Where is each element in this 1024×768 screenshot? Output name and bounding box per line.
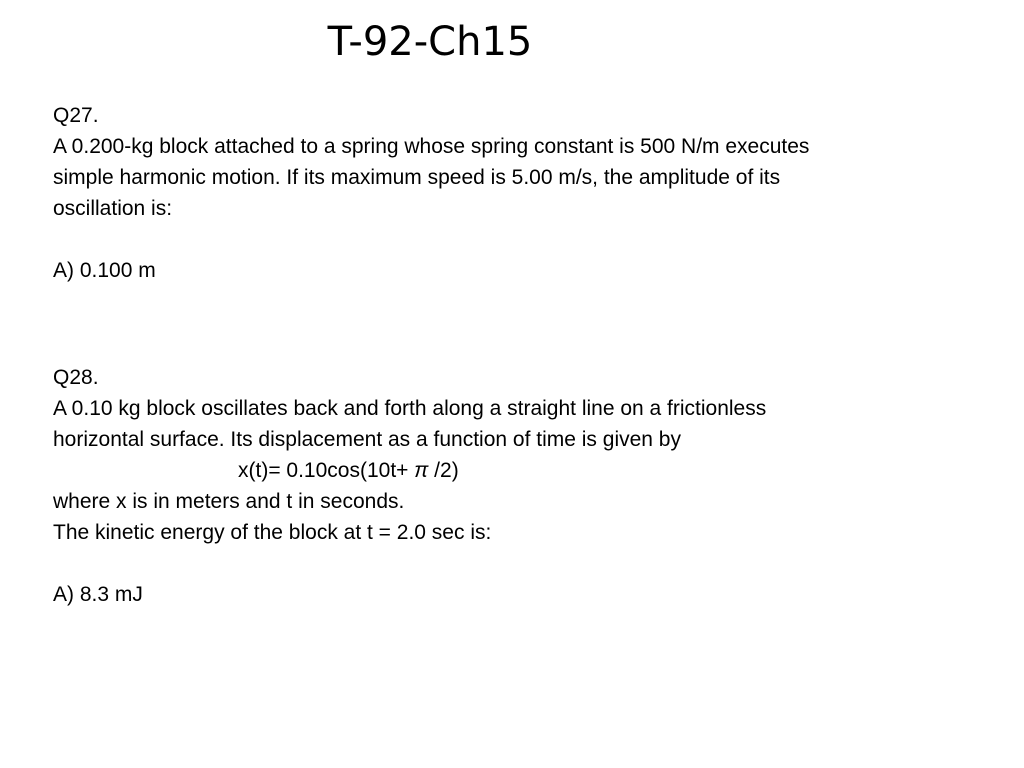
question-28-text-line-2: horizontal surface. Its displacement as a function of time is given by (53, 428, 681, 451)
spacer (53, 548, 993, 579)
question-27-answer: A) 0.100 m (53, 259, 156, 282)
question-27-text-line-1: A 0.200-kg block attached to a spring whose spring constant is 500 N/m executes (53, 135, 810, 158)
question-28 (53, 362, 993, 610)
pi-symbol: π (414, 459, 429, 482)
question-27-text-line-3: oscillation is: (53, 197, 173, 220)
question-28-text-line-1: A 0.10 kg block oscillates back and forth along a straight line on a frictionless (53, 397, 767, 420)
spacer (53, 224, 993, 255)
equation-suffix: /2) (428, 459, 459, 482)
equation-prefix: x(t)= 0.10cos(10t+ (238, 459, 415, 482)
question-28-label: Q28. (53, 366, 99, 389)
question-28-equation (53, 455, 993, 486)
question-28-after-line-2: The kinetic energy of the block at t = 2.0 sec is: (53, 521, 492, 544)
question-28-after-line-1: where x is in meters and t in seconds. (53, 490, 405, 513)
question-27-text-line-2: simple harmonic motion. If its maximum speed is 5.00 m/s, the amplitude of its (53, 166, 781, 189)
slide-title: T-92-Ch15 (327, 19, 533, 65)
question-27-label: Q27. (53, 104, 99, 127)
question-28-answer: A) 8.3 mJ (53, 583, 143, 606)
question-27 (53, 100, 993, 286)
